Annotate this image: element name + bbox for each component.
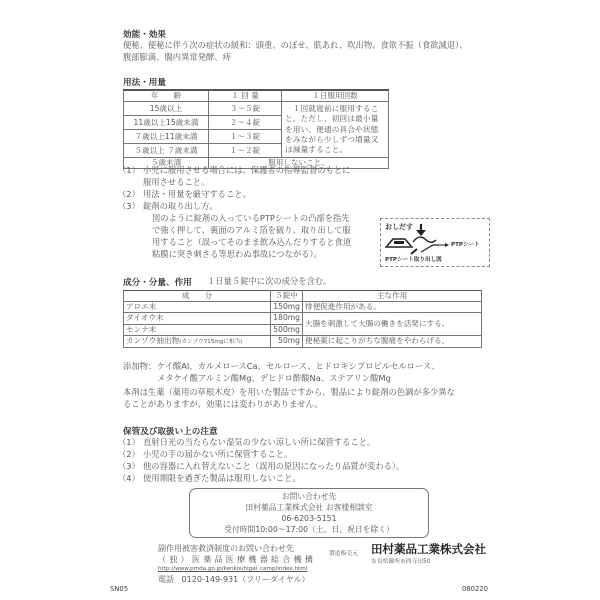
ingredient-name: アロエ末 <box>124 302 271 313</box>
ingredient-amount: 180mg <box>271 313 303 324</box>
code-right: 080220 <box>462 585 488 593</box>
ingredient-name: カンゾウ抽出物 <box>126 335 180 345</box>
dose-cell: １～２錠 <box>209 144 282 158</box>
push-label: おしだす <box>385 223 413 231</box>
dose-cell: ３～５錠 <box>209 102 282 116</box>
color-note-line-2: ることがありますが、効果には変わりがありません。 <box>123 399 323 409</box>
storage-item-2-num: （2） <box>118 449 140 459</box>
ptp-instruction-line-3: 用すること（誤ってそのまま飲み込んだりすると食道 <box>152 237 352 247</box>
additives-line-2: メタケイ酸アルミン酸Mg、デヒドロ酢酸Na、ステアリン酸Mg <box>157 373 391 383</box>
note-3-num: （3） <box>118 201 140 211</box>
manufacturer-address: 奈良県御所市西寺田50 <box>371 559 431 565</box>
relief-phone: 0120-149-931（フリーダイヤル） <box>181 575 310 584</box>
age-cell: ７歳以上11歳未満 <box>124 130 209 144</box>
relief-line-2: （独）医薬品医療機器総合機構 <box>158 555 317 564</box>
manufacturer-label: 製造販売元 <box>329 551 358 557</box>
dosage-table <box>123 89 389 169</box>
dose-cell: １～３錠 <box>209 130 282 144</box>
sheet-label: PTPシート <box>451 242 480 248</box>
note-1-line-2: 服用させること。 <box>143 177 210 187</box>
table-row <box>124 335 482 347</box>
figure-caption: PTPシート取り出し図 <box>385 257 442 263</box>
relief-url-link[interactable]: http://www.pmda.go.jp/kenkouhigai_camp/index.html <box>158 566 308 572</box>
header-dose: １ 回 量 <box>209 90 282 102</box>
relief-phone-row <box>158 574 310 585</box>
ingredient-amount: 500mg <box>271 324 303 335</box>
storage-item-2: 小児の手の届かない所に保管すること。 <box>143 449 293 459</box>
ptp-instruction-line-4: 粘膜に突き刺さる等思わぬ事故につながる）。 <box>152 249 322 259</box>
note-2-text: 用法・用量を厳守すること。 <box>143 189 251 199</box>
age-cell: ５歳未満 <box>124 158 209 169</box>
table-row <box>124 102 389 116</box>
relief-line-1: 副作用被害救済制度のお問い合わせ先 <box>158 544 294 553</box>
note-3-text: 錠剤の取り出し方。 <box>143 201 218 211</box>
code-left: SN05 <box>110 585 129 593</box>
ingredient-name: ダイオウ末 <box>124 313 271 324</box>
table-row <box>124 313 482 324</box>
storage-item-3-num: （3） <box>118 461 140 471</box>
efficacy-line-2: 腹部膨満、腸内異常発酵、痔 <box>123 52 231 62</box>
efficacy-line-1: 便秘、便秘に伴う次の症状の緩和：頭重、のぼせ、肌あれ、吹出物、食欲不振（食欲減退）、 <box>123 40 468 50</box>
contact-title: お問い合わせ先 <box>281 492 337 501</box>
ptp-instruction-line-2: で強く押して、裏面のアルミ箔を破り、取り出して服 <box>152 225 351 235</box>
contact-box <box>189 488 429 538</box>
dose-cell: ２～４錠 <box>209 116 282 130</box>
ingredient-name-cell <box>124 335 271 347</box>
contact-company: 田村薬品工業株式会社 お客様相談室 <box>245 503 373 512</box>
relief-phone-label: 電話 <box>158 575 174 584</box>
ingredient-amount: 50mg <box>271 335 303 347</box>
storage-item-4: 使用期限を過ぎた製品は服用しないこと。 <box>143 473 301 483</box>
efficacy-heading: 効能・効果 <box>123 30 166 40</box>
ingredients-heading: 成分・分量、作用 <box>123 278 192 288</box>
storage-item-4-num: （4） <box>118 473 140 483</box>
contact-phone: 06-6203-5151 <box>281 514 337 523</box>
ingredient-name: センナ末 <box>124 324 271 335</box>
frequency-cell: １回就寝前に服用すること。ただし、初回は最小量を用い、便通の具合や状態をみながら少しずつ増量又は減量すること。 <box>282 102 389 158</box>
color-note-line-1: 本剤は生薬（薬用の草根木皮）を用いた製品ですから、製品により錠剤の色調が多少異な <box>123 387 455 397</box>
storage-item-1-num: （1） <box>118 437 140 447</box>
age-cell: 11歳以上15歳未満 <box>124 116 209 130</box>
table-row <box>124 302 482 313</box>
ingredient-action: 便秘薬に起こりがちな腹痛をやわらげる。 <box>303 335 482 347</box>
ingredients-table <box>123 290 482 348</box>
ingredient-name-note: (カンゾウ715mgに相当) <box>179 338 243 345</box>
header-frequency: １日服用回数 <box>282 90 389 102</box>
header-amount: ５錠中 <box>271 291 303 302</box>
dosage-heading: 用法・用量 <box>123 78 166 88</box>
storage-heading: 保管及び取扱い上の注意 <box>123 427 218 437</box>
storage-item-1: 直射日光の当たらない湿気の少ない涼しい所に保管すること。 <box>143 437 376 447</box>
ingredients-subheading: １日量５錠中に次の成分を含む。 <box>207 276 332 286</box>
note-1-line-1: 小児に服用させる場合には、保護者の指導監督のもとに <box>143 165 351 175</box>
note-1-num: （1） <box>118 165 140 175</box>
under5-note: 服用しないこと。 <box>209 158 389 169</box>
ingredient-amount: 150mg <box>271 302 303 313</box>
ingredients-table-header <box>124 291 482 302</box>
dosage-table-header <box>124 90 389 102</box>
age-cell: 15歳以上 <box>124 102 209 116</box>
manufacturer-name: 田村薬品工業株式会社 <box>371 542 486 556</box>
header-action: 主な作用 <box>303 291 482 302</box>
contact-hours: 受付時間10:00～17:00（土、日、祝日を除く） <box>224 525 394 534</box>
storage-item-3: 他の容器に入れ替えないこと（誤用の原因になったり品質が変わる）。 <box>143 461 405 471</box>
ptp-figure <box>380 218 490 267</box>
note-2-num: （2） <box>118 189 140 199</box>
ingredient-action: 大腸を刺激して大腸の働きを活発にする。 <box>303 313 482 335</box>
additives-label: 添加物： <box>123 361 157 371</box>
additives-line-1: ケイ酸Al、カルメロースCa、セルロース、ヒドロキシプロピルセルロース、 <box>157 361 440 371</box>
ingredient-action: 排便促進作用がある。 <box>303 302 482 313</box>
header-ingredient: 成 分 <box>124 291 271 302</box>
age-cell: ５歳以上 ７歳未満 <box>124 144 209 158</box>
header-age: 年 齢 <box>124 90 209 102</box>
ptp-instruction-line-1: 図のように錠剤の入っているPTPシートの凸部を指先 <box>152 213 350 223</box>
